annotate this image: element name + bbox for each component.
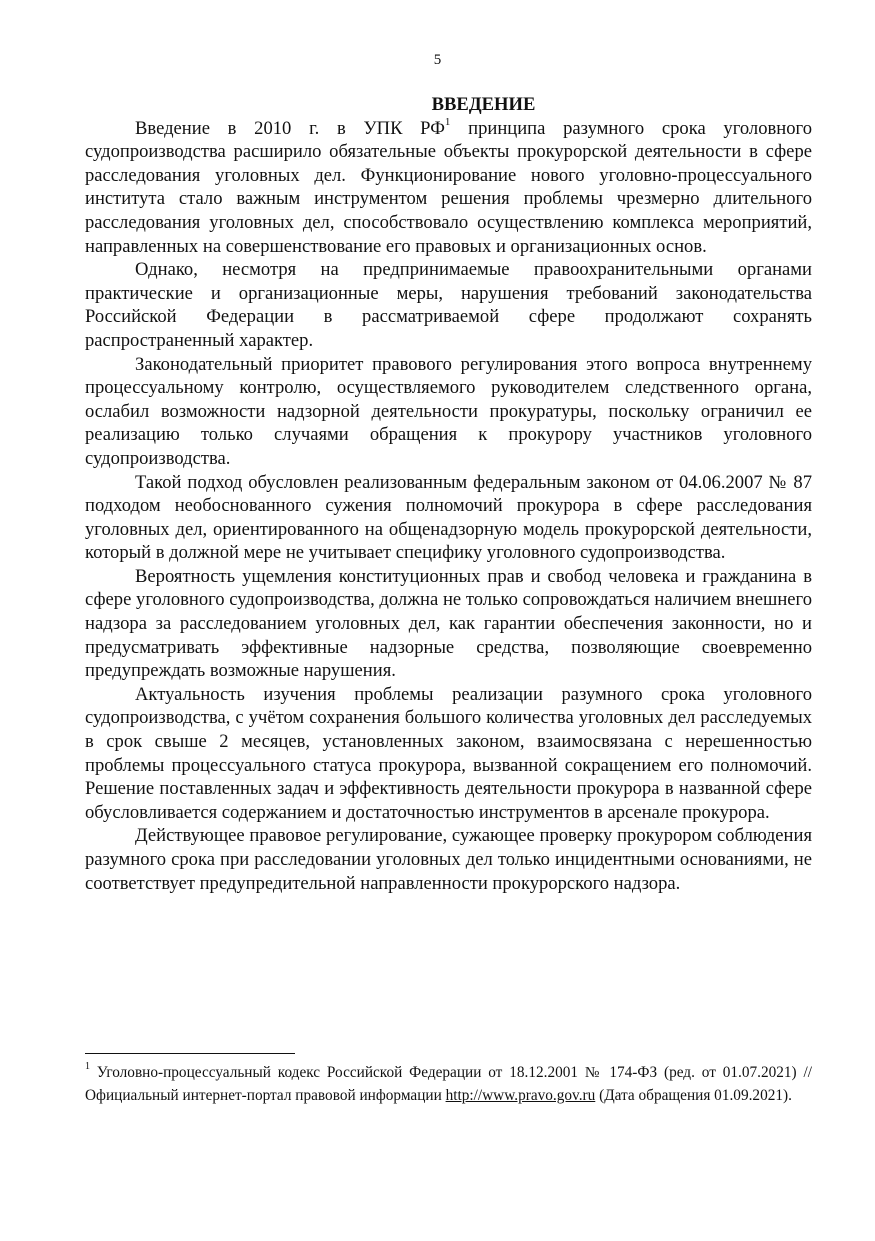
paragraph-6: Актуальность изучения проблемы реализации разумного срока уголовного судопроизводства, с учётом сохранения большого количества уголовных дел расследуемых в срок свыше 2 месяцев, установленных законом, взаимосвязана с нерешенностью проблемы процессуального статуса прокурора, вызванной сокращением его полномочий. Решение поставленных задач и эффективность деятельности прокурора в названной сфере обусловливается содержанием и достаточностью инструментов в арсенале прокурора. xyxy=(85,683,812,823)
footnote-marker: 1 xyxy=(85,1060,90,1072)
footnote-reference[interactable]: 1 xyxy=(444,116,451,129)
paragraph-1-start: Введение в 2010 г. в УПК РФ xyxy=(135,117,445,139)
page-number: 5 xyxy=(433,52,442,68)
paragraph-1-rest: принципа разумного срока уголовного судопроизводства расширило обязательные объекты прокурорской деятельности в сфере расследования уголовных дел. Функционирование нового уголовно-процессуального института стало важным инструментом решения проблемы чрезмерно длительного расследования уголовных дел, способствовало осуществлению комплекса мероприятий, направленных на совершенствование его правовых и организационных основ. xyxy=(85,117,812,257)
paragraph-4: Такой подход обусловлен реализованным федеральным законом от 04.06.2007 № 87 подходом необоснованного сужения полномочий прокурора в сфере расследования уголовных дел, ориентированного на общенадзорную модель прокурорской деятельности, который в должной мере не учитывает специфику уголовного судопроизводства. xyxy=(85,471,812,564)
footnote-separator xyxy=(85,1053,295,1054)
footnote-access-date: (Дата обращения 01.09.2021). xyxy=(595,1086,792,1104)
section-title: ВВЕДЕНИЕ xyxy=(431,94,536,115)
paragraph-2: Однако, несмотря на предпринимаемые правоохранительными органами практические и организационные меры, нарушения требований законодательства Российской Федерации в рассматриваемой сфере продолжают сохранять распространенный характер. xyxy=(85,259,812,351)
paragraph-1 xyxy=(85,117,812,259)
footnote xyxy=(85,1062,812,1107)
main-content xyxy=(85,93,812,895)
footnote-text: Уголовно-процессуальный кодекс Российской Федерации от 18.12.2001 № 174-ФЗ (ред. от 01.07.2021) // Официальный интернет-портал правовой информации xyxy=(85,1064,812,1104)
paragraph-3: Законодательный приоритет правового регулирования этого вопроса внутреннему процессуальному контролю, осуществляемого руководителем следственного органа, ослабил возможности надзорной деятельности прокуратуры, поскольку ограничил ее реализацию только случаями обращения к прокурору участников уголовного судопроизводства. xyxy=(85,353,812,469)
paragraph-5: Вероятность ущемления конституционных прав и свобод человека и гражданина в сфере уголовного судопроизводства, должна не только сопровождаться наличием внешнего надзора за расследованием уголовных дел, как гарантии обеспечения законности, но и предусматривать эффективные надзорные средства, позволяющие своевременно предупреждать возможные нарушения. xyxy=(85,565,812,682)
footnote-link[interactable]: http://www.pravo.gov.ru xyxy=(445,1086,596,1104)
paragraph-7: Действующее правовое регулирование, сужающее проверку прокурором соблюдения разумного срока при расследовании уголовных дел только инцидентными основаниями, не соответствует предупредительной направленности прокурорского надзора. xyxy=(85,825,812,894)
